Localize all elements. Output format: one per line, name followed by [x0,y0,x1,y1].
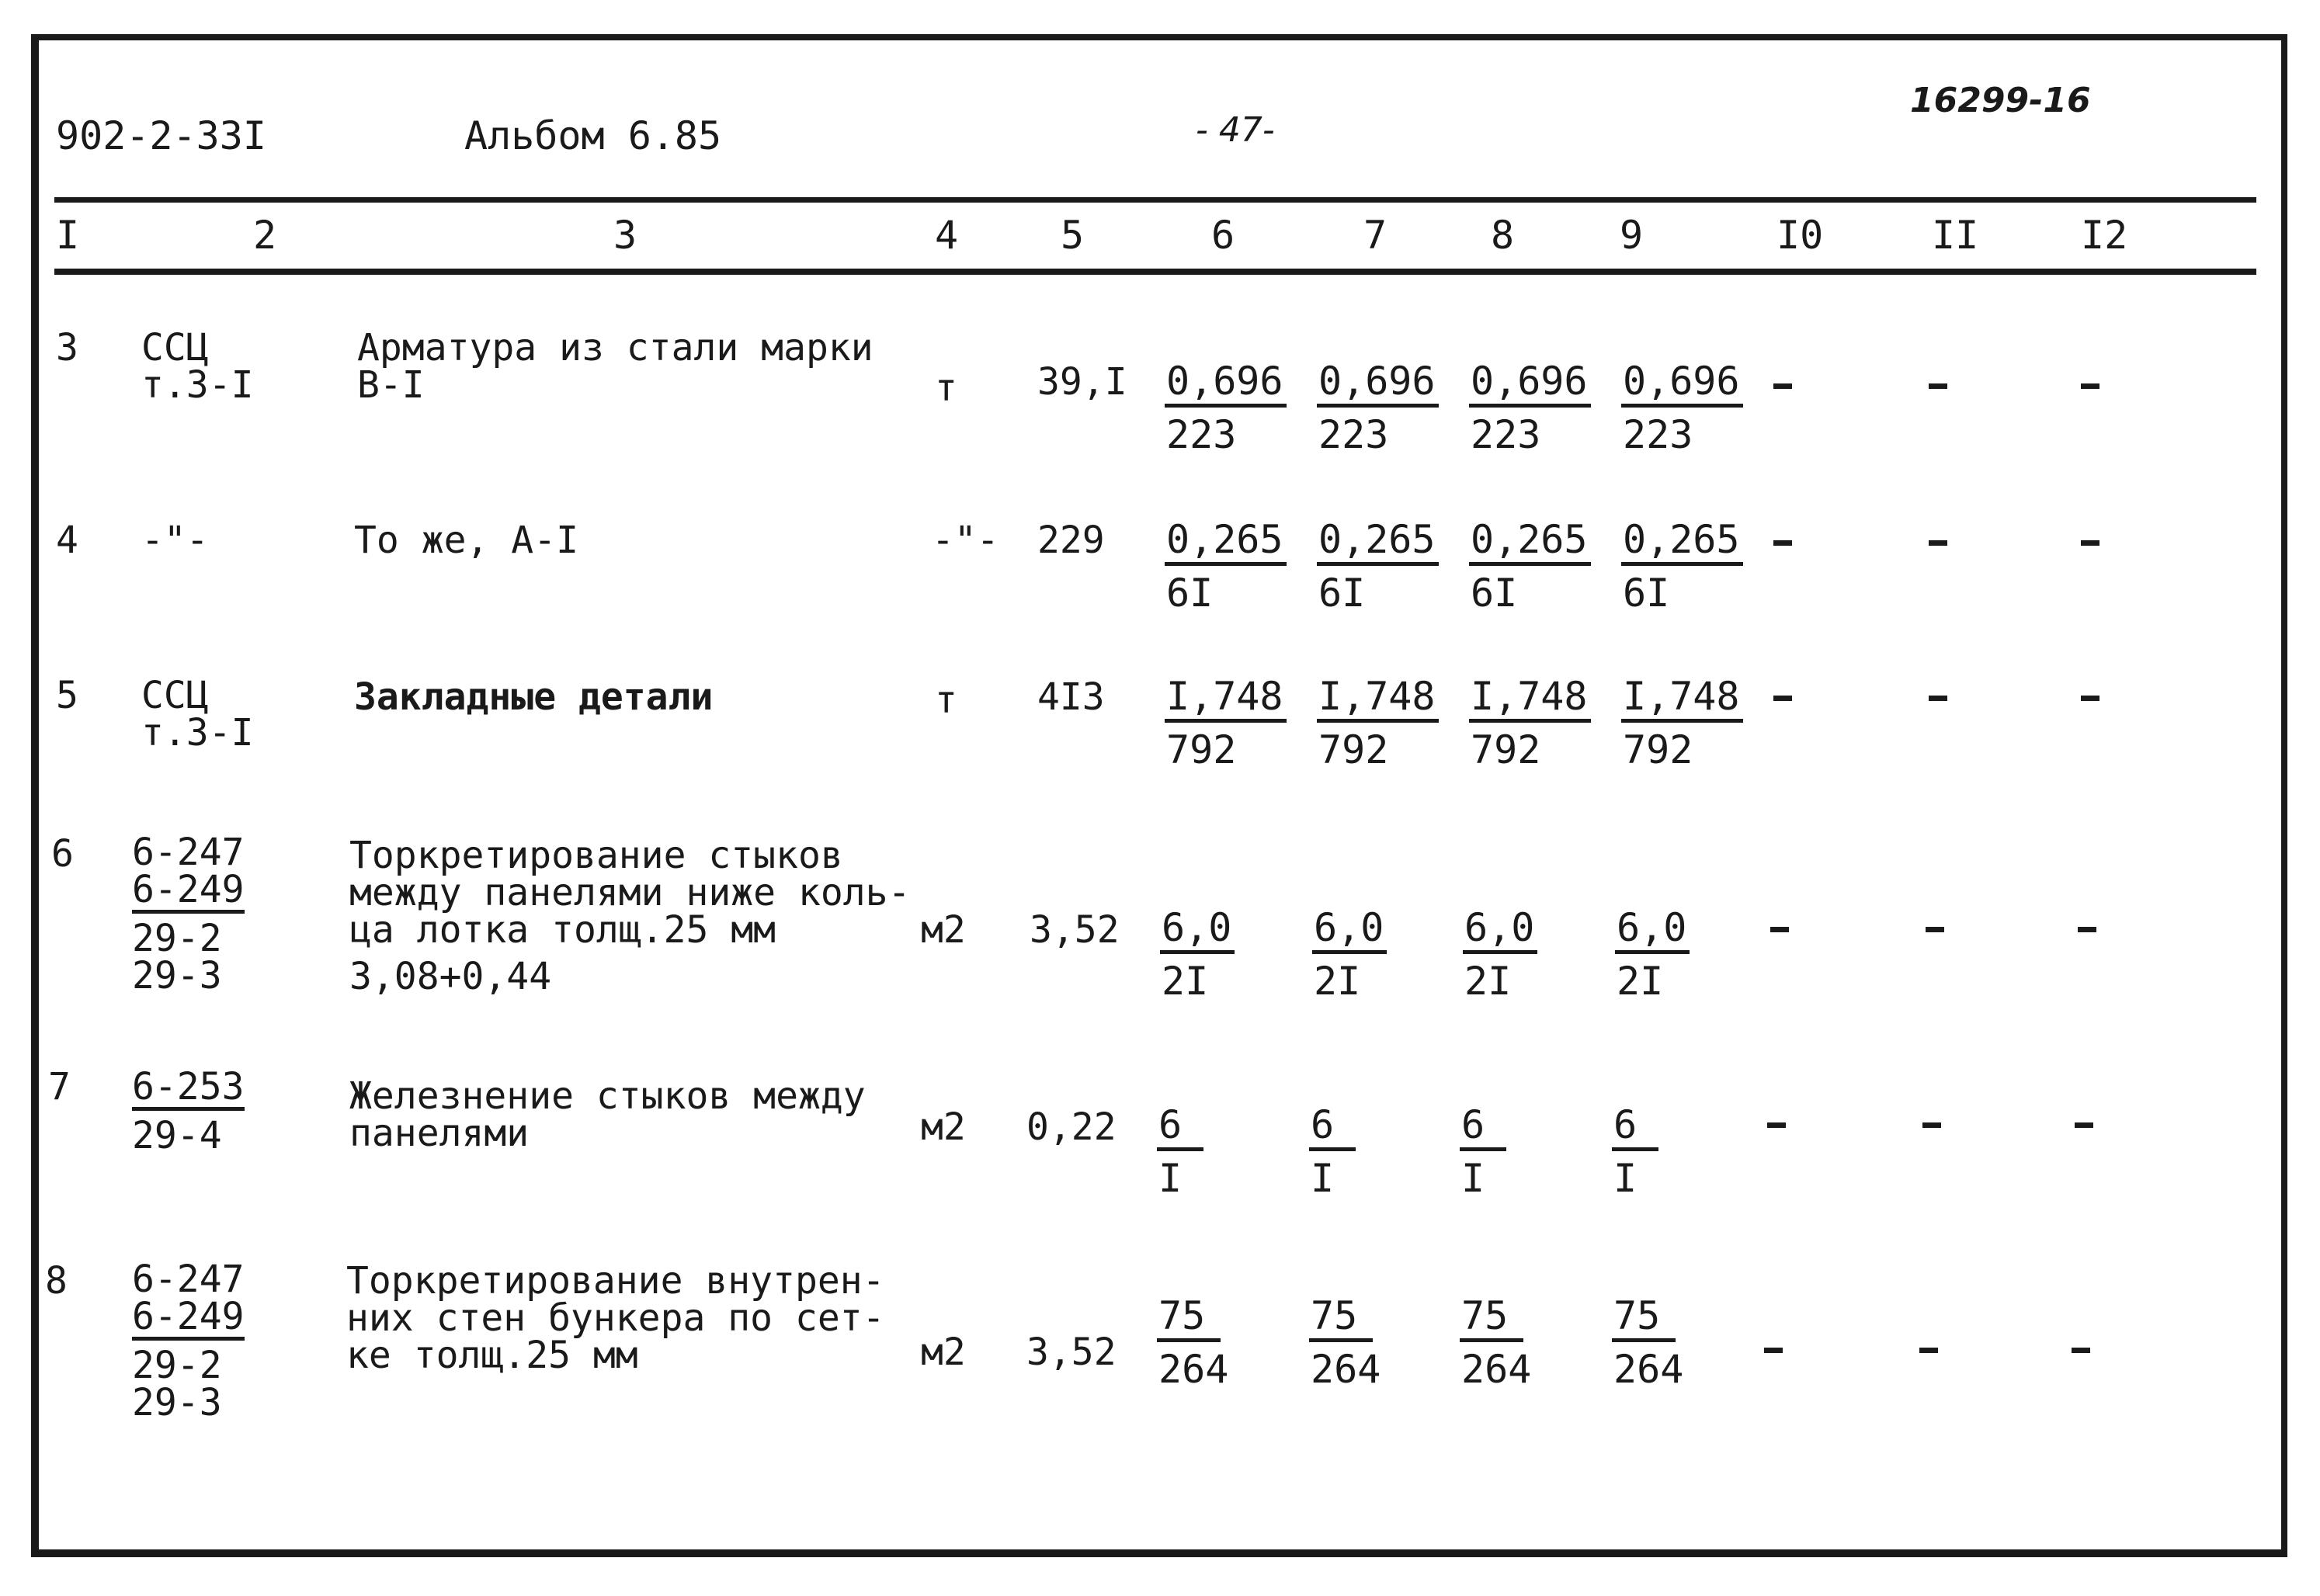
row-unit: м2 [921,1105,966,1149]
value-col-7: $\frac{6}{I}$ [1309,1105,1356,1198]
row-price: 0,22 [1026,1105,1117,1149]
empty-col-10 [1767,1122,1786,1128]
row-reference: -"- [141,519,209,562]
row-unit: м2 [921,908,966,952]
value-col-7: $\frac{75}{264}$ [1311,1293,1381,1392]
row-description: Торкретирование стыков между панелями ниже коль- ца лотка толщ.25 мм 3,08+0,44 [349,834,911,998]
page-number: - 47- [1196,110,1275,150]
row-price: 4I3 [1037,675,1105,719]
row-reference: ССЦ т.3-I [141,674,254,755]
empty-col-11 [1919,1348,1938,1353]
row-number: 4 [56,519,78,562]
row-reference: 6-247 6-249 29-2 29-3 [132,1258,245,1424]
empty-col-12 [2081,383,2099,389]
col-header-6: 6 [1211,213,1235,258]
empty-col-11 [1926,927,1944,932]
row-unit: м2 [921,1331,966,1374]
row-number: 8 [45,1259,68,1303]
empty-col-10 [1764,1348,1783,1353]
value-col-7: $\frac{0,696}{223}$ [1317,362,1439,454]
empty-col-10 [1770,927,1789,932]
row-price: 3,52 [1030,908,1120,952]
empty-col-10 [1773,383,1792,389]
value-col-9: $\frac{0,696}{223}$ [1621,362,1743,454]
col-header-7: 7 [1363,213,1387,258]
row-number: 5 [56,674,78,717]
row-unit: т [935,678,957,722]
empty-col-12 [2072,1348,2090,1353]
empty-col-12 [2081,540,2099,546]
value-col-8: $\frac{I,748}{792}$ [1469,677,1591,769]
col-header-12: I2 [2081,213,2128,258]
value-col-9: $\frac{I,748}{792}$ [1621,677,1743,769]
handwritten-code: 16299-16 [1910,81,2091,120]
row-unit: т [935,366,957,410]
row-description: Закладные детали [354,675,714,719]
empty-col-11 [1929,696,1947,701]
value-col-6: $\frac{75}{264}$ [1158,1293,1229,1392]
empty-col-10 [1773,696,1792,701]
value-col-6: $\frac{6,0}{2I}$ [1160,908,1235,1001]
row-reference: 6-247 6-249 29-2 29-3 [132,831,245,998]
col-header-8: 8 [1491,213,1515,258]
row-description: Арматура из стали марки В-I [357,326,873,407]
empty-col-12 [2078,927,2096,932]
empty-col-11 [1929,540,1947,546]
value-col-8: $\frac{6}{I}$ [1460,1105,1506,1198]
col-header-1: I [56,213,80,258]
album-label: Альбом 6.85 [464,113,722,158]
row-price: 39,I [1037,360,1127,404]
row-description: То же, А-I [354,519,578,562]
row-price: 229 [1037,519,1105,562]
col-header-10: I0 [1776,213,1824,258]
value-col-6: $\frac{0,265}{6I}$ [1165,520,1287,612]
value-col-7: $\frac{I,748}{792}$ [1317,677,1439,769]
header-rule-bottom [54,269,2256,275]
row-price: 3,52 [1026,1331,1117,1374]
value-col-7: $\frac{0,265}{6I}$ [1317,520,1439,612]
empty-col-10 [1773,540,1792,546]
value-col-8: $\frac{6,0}{2I}$ [1463,908,1537,1001]
header-rule-top [54,197,2256,203]
value-col-9: $\frac{6}{I}$ [1612,1105,1658,1198]
col-header-11: II [1932,213,1979,258]
value-col-9: $\frac{75}{264}$ [1613,1293,1684,1392]
value-col-7: $\frac{6,0}{2I}$ [1312,908,1387,1001]
value-col-8: $\frac{75}{264}$ [1461,1293,1532,1392]
row-description: Железнение стыков между панелями [349,1074,866,1155]
project-code: 902-2-33I [56,113,266,158]
col-header-3: 3 [613,213,637,258]
value-col-8: $\frac{0,696}{223}$ [1469,362,1591,454]
value-col-6: $\frac{0,696}{223}$ [1165,362,1287,454]
empty-col-12 [2081,696,2099,701]
col-header-5: 5 [1061,213,1085,258]
value-col-8: $\frac{0,265}{6I}$ [1469,520,1591,612]
row-number: 6 [51,832,74,876]
row-unit: -"- [932,519,999,562]
row-reference: ССЦ т.3-I [141,326,254,407]
empty-col-11 [1929,383,1947,389]
empty-col-12 [2075,1122,2093,1128]
col-header-4: 4 [935,213,959,258]
value-col-6: $\frac{I,748}{792}$ [1165,677,1287,769]
col-header-9: 9 [1620,213,1644,258]
empty-col-11 [1922,1122,1941,1128]
row-number: 7 [48,1065,71,1109]
col-header-2: 2 [253,213,277,258]
row-description: Торкретирование внутрен- них стен бункера по сет- ке толщ.25 мм [346,1259,885,1377]
value-col-9: $\frac{0,265}{6I}$ [1621,520,1743,612]
value-col-6: $\frac{6}{I}$ [1157,1105,1203,1198]
row-reference: 6-253 29-4 [132,1065,245,1157]
row-number: 3 [56,326,78,370]
value-col-9: $\frac{6,0}{2I}$ [1615,908,1690,1001]
